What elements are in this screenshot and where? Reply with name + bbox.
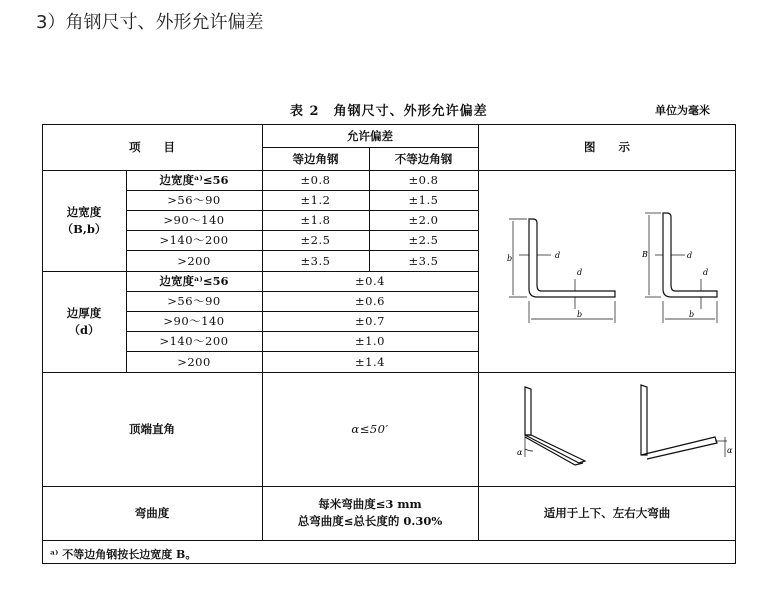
equal-angle-profile bbox=[529, 219, 615, 297]
thickness-row-value: ±0.4 bbox=[355, 274, 385, 288]
thickness-row-range: >56～90 bbox=[167, 294, 221, 308]
width-row-unequal: ±2.0 bbox=[408, 213, 439, 227]
width-row-equal: ±1.2 bbox=[300, 193, 331, 207]
width-row-unequal: ±3.5 bbox=[408, 253, 439, 268]
corner-angle-figure bbox=[479, 373, 735, 485]
width-group-label bbox=[42, 170, 126, 271]
thickness-row-value: ±0.7 bbox=[355, 314, 385, 328]
header-allowance: 允许偏差 bbox=[347, 128, 393, 143]
thickness-group-label bbox=[42, 271, 126, 372]
thickness-row-range: 边宽度ᵃ⁾≤56 bbox=[159, 274, 229, 288]
width-label-line2: （B,b） bbox=[61, 221, 107, 236]
tilted-angle-left bbox=[525, 387, 585, 465]
header-figure: 图 示 bbox=[584, 140, 630, 154]
dim-label-b-vertical: b bbox=[507, 254, 513, 263]
width-row-equal: ±2.5 bbox=[300, 233, 331, 247]
width-row-equal: ±3.5 bbox=[300, 253, 331, 268]
thickness-row-value: ±1.0 bbox=[355, 334, 385, 348]
dim-label-b-unequal: b bbox=[689, 310, 695, 319]
tolerance-table bbox=[42, 124, 736, 564]
width-row-range: >56～90 bbox=[167, 193, 221, 207]
tilted-angle-right bbox=[641, 385, 717, 459]
bend-value-line2: 总弯曲度≤总长度的 0.30% bbox=[297, 514, 443, 528]
width-row-range: >140～200 bbox=[159, 233, 229, 247]
bend-value-line1: 每米弯曲度≤3 mm bbox=[318, 497, 422, 511]
thickness-row-range: >200 bbox=[177, 354, 211, 369]
bend-figure-note: 适用于上下、左右大弯曲 bbox=[543, 506, 671, 520]
corner-angle-value: α≤50′ bbox=[351, 422, 389, 436]
width-row-equal: ±1.8 bbox=[300, 213, 331, 227]
alpha-label-right: α bbox=[727, 446, 733, 455]
bend-value bbox=[262, 486, 478, 540]
width-row-unequal: ±2.5 bbox=[408, 233, 439, 247]
equal-angle-dims bbox=[509, 219, 615, 323]
thickness-label-line2: （d） bbox=[68, 322, 100, 337]
dim-label-b-horizontal: b bbox=[577, 310, 583, 319]
thickness-row-range: >90～140 bbox=[163, 314, 225, 328]
header-equal-angle: 等边角钢 bbox=[292, 151, 339, 166]
page-heading: 3）角钢尺寸、外形允许偏差 bbox=[36, 12, 264, 33]
dim-label-d-unequal-v: d bbox=[703, 268, 709, 277]
thickness-row-value: ±1.4 bbox=[355, 354, 385, 369]
width-row-equal: ±0.8 bbox=[300, 173, 331, 187]
width-row-range: >200 bbox=[177, 253, 211, 268]
alpha-mark-right bbox=[715, 437, 727, 457]
thickness-row-range: >140～200 bbox=[159, 334, 229, 348]
thickness-label-line1: 边厚度 bbox=[66, 305, 102, 320]
width-row-unequal: ±0.8 bbox=[408, 173, 439, 187]
width-label-line1: 边宽度 bbox=[66, 204, 102, 219]
dim-label-d-unequal-h: d bbox=[687, 251, 693, 260]
width-row-range: 边宽度ᵃ⁾≤56 bbox=[159, 173, 229, 187]
dim-label-B: B bbox=[642, 250, 648, 259]
dim-label-d-horizontal: d bbox=[555, 251, 561, 260]
table-caption: 表 2 角钢尺寸、外形允许偏差 bbox=[290, 104, 488, 119]
corner-angle-label: 顶端直角 bbox=[129, 422, 175, 436]
unit-label: 单位为毫米 bbox=[655, 104, 710, 117]
bend-label: 弯曲度 bbox=[134, 506, 170, 520]
table-footnote: ᵃ⁾ 不等边角钢按长边宽度 B。 bbox=[50, 547, 197, 561]
cross-section-figure bbox=[479, 171, 735, 371]
header-item: 项 目 bbox=[129, 140, 175, 154]
line bbox=[42, 540, 736, 541]
thickness-row-value: ±0.6 bbox=[355, 294, 385, 308]
alpha-label-left: α bbox=[517, 448, 523, 457]
header-unequal-angle: 不等边角钢 bbox=[394, 151, 453, 166]
dim-label-d-vertical: d bbox=[577, 268, 583, 277]
width-row-unequal: ±1.5 bbox=[408, 193, 439, 207]
width-row-range: >90～140 bbox=[163, 213, 225, 227]
